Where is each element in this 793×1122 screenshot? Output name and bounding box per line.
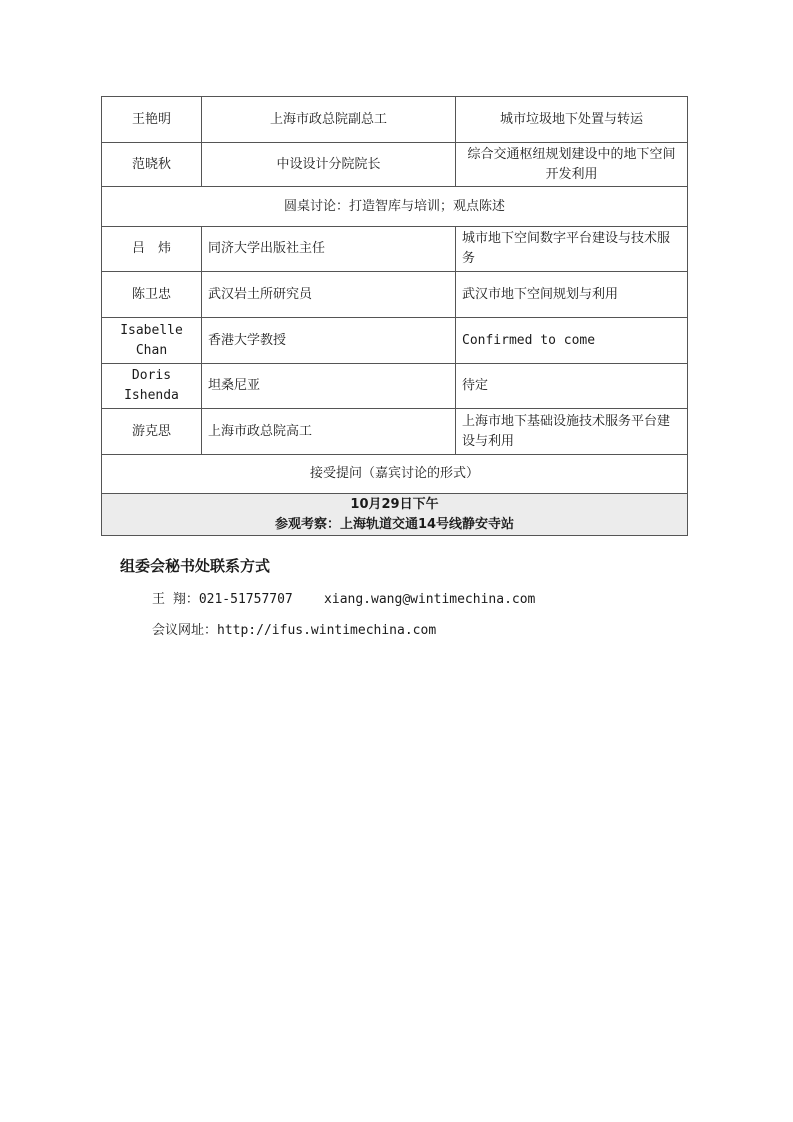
speaker-affiliation: 坦桑尼亚 xyxy=(202,364,456,409)
table-row xyxy=(102,455,688,494)
table-row xyxy=(102,272,688,318)
visit-location: 参观考察：上海轨道交通14号线静安寺站 xyxy=(274,516,515,532)
speaker-name: 游克思 xyxy=(102,409,202,455)
session-label: 圆桌讨论：打造智库与培训；观点陈述 xyxy=(102,187,688,227)
speaker-name: 吕 炜 xyxy=(102,227,202,272)
talk-topic: 武汉市地下空间规划与利用 xyxy=(456,272,688,318)
visit-date: 10月29日下午 xyxy=(350,496,439,512)
speaker-affiliation: 香港大学教授 xyxy=(202,318,456,364)
table-row xyxy=(102,227,688,272)
table-row xyxy=(102,318,688,364)
table-row xyxy=(102,364,688,409)
talk-topic: 城市地下空间数字平台建设与技术服务 xyxy=(456,227,688,272)
table-row xyxy=(102,97,688,143)
session-label: 接受提问（嘉宾讨论的形式） xyxy=(102,455,688,494)
speaker-name: 陈卫忠 xyxy=(102,272,202,318)
contact-title: 组委会秘书处联系方式 xyxy=(120,557,271,575)
speaker-name: 范晓秋 xyxy=(102,143,202,187)
table-row xyxy=(102,187,688,227)
table-row xyxy=(102,409,688,455)
speaker-name: Doris Ishenda xyxy=(102,364,202,409)
speaker-affiliation: 同济大学出版社主任 xyxy=(202,227,456,272)
talk-topic: Confirmed to come xyxy=(456,318,688,364)
speaker-name: Isabelle Chan xyxy=(102,318,202,364)
talk-topic: 综合交通枢纽规划建设中的地下空间开发利用 xyxy=(456,143,688,187)
table-row xyxy=(102,494,688,536)
speaker-name: 王艳明 xyxy=(102,97,202,143)
speaker-affiliation: 中设设计分院院长 xyxy=(202,143,456,187)
agenda-table xyxy=(101,96,688,536)
contact-phone-email: 王 翔：021-51757707 xiang.wang@wintimechina.com xyxy=(152,592,536,607)
talk-topic: 上海市地下基础设施技术服务平台建设与利用 xyxy=(456,409,688,455)
talk-topic: 待定 xyxy=(456,364,688,409)
site-visit-band xyxy=(102,494,688,536)
table-row xyxy=(102,143,688,187)
speaker-affiliation: 上海市政总院副总工 xyxy=(202,97,456,143)
speaker-affiliation: 武汉岩土所研究员 xyxy=(202,272,456,318)
contact-website: 会议网址：http://ifus.wintimechina.com xyxy=(152,623,437,638)
speaker-affiliation: 上海市政总院高工 xyxy=(202,409,456,455)
talk-topic: 城市垃圾地下处置与转运 xyxy=(456,97,688,143)
